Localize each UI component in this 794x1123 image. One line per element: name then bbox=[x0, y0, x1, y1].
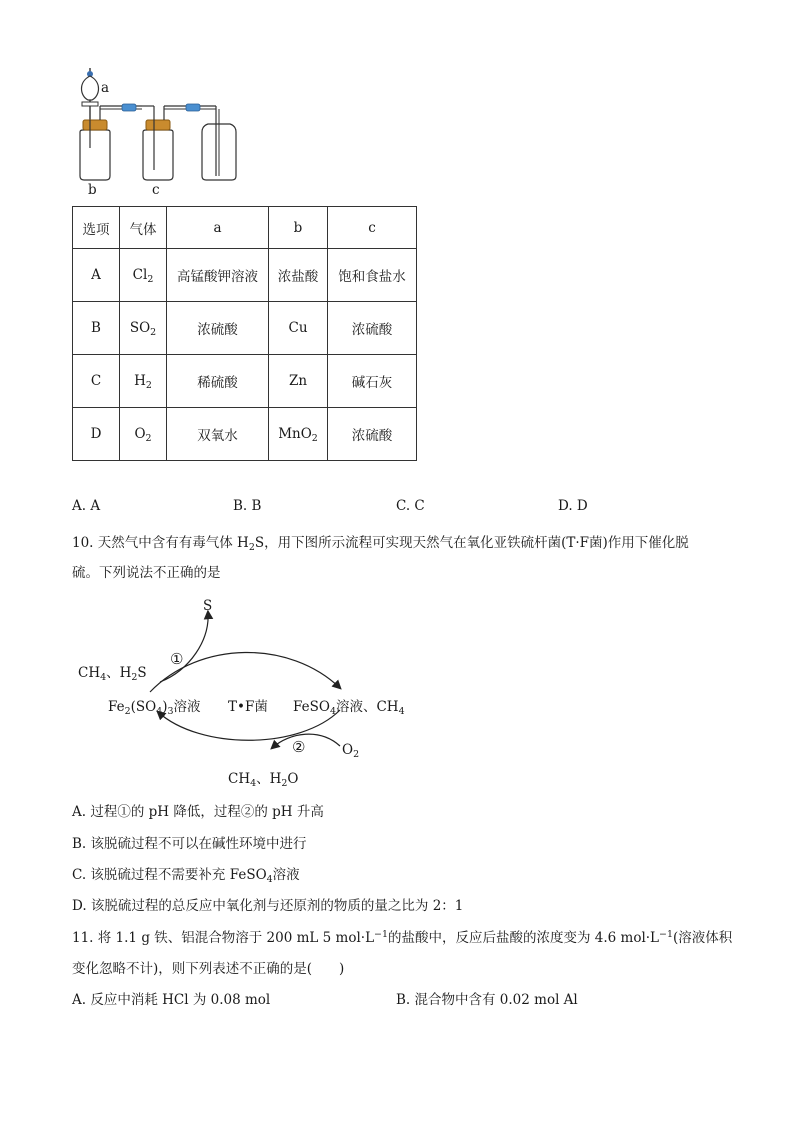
q10-stem-line1: 10. 天然气中含有有毒气体 $H_2S$，用下图所示流程可实现天然气在氧化亚铁硫杆菌(T·F菌)作用下催化脱 bbox=[72, 535, 689, 553]
desulfurization-cycle-diagram bbox=[140, 600, 380, 760]
cell-a: 双氧水 bbox=[167, 408, 269, 461]
arrow-o2-out bbox=[272, 734, 340, 748]
q10-option-d[interactable]: D. 该脱硫过程的总反应中氧化剂与还原剂的物质的量之比为 2：1 bbox=[72, 898, 464, 914]
cell-b: MnO$_2$ bbox=[269, 408, 328, 461]
q11-option-b[interactable]: B. 混合物中含有 0.02 mol Al bbox=[396, 992, 578, 1008]
cell-b: Cu bbox=[269, 302, 328, 355]
table-row bbox=[73, 249, 417, 302]
input-o2: $O_2$ bbox=[342, 742, 360, 760]
cell-a: 高锰酸钾溶液 bbox=[167, 249, 269, 302]
header-option: 选项 bbox=[73, 207, 120, 249]
header-c: c bbox=[328, 207, 417, 249]
label-b: b bbox=[88, 182, 97, 198]
rubber-connector bbox=[122, 104, 136, 111]
table-row bbox=[73, 355, 417, 408]
table-row bbox=[73, 408, 417, 461]
cell-c: 浓硫酸 bbox=[328, 408, 417, 461]
cell-b: Zn bbox=[269, 355, 328, 408]
cell-b: 浓盐酸 bbox=[269, 249, 328, 302]
input-ch4-h2s: $CH_4$、$H_2S$ bbox=[78, 665, 147, 683]
q10-option-c[interactable]: C. 该脱硫过程不需要补充 FeSO$_4$溶液 bbox=[72, 867, 300, 885]
header-a: a bbox=[167, 207, 269, 249]
q9-choice-b[interactable]: B. B bbox=[233, 498, 262, 514]
cell-gas: $H_2$ bbox=[120, 355, 167, 408]
step1-marker: ① bbox=[170, 650, 184, 668]
cell-c: 浓硫酸 bbox=[328, 302, 417, 355]
tf-bacteria: T•F菌 bbox=[228, 699, 268, 715]
fe2so43-solution: $Fe_2(SO_4)_3$溶液 bbox=[108, 699, 201, 717]
cell-a: 浓硫酸 bbox=[167, 302, 269, 355]
cell-a: 稀硫酸 bbox=[167, 355, 269, 408]
gas-generation-apparatus bbox=[70, 62, 250, 202]
cell-option: B bbox=[73, 302, 120, 355]
q11-stem-line2: 变化忽略不计)，则下列表述不正确的是( ) bbox=[72, 961, 345, 977]
q11-option-a[interactable]: A. 反应中消耗 HCl 为 0.08 mol bbox=[72, 992, 271, 1008]
cell-c: 饱和食盐水 bbox=[328, 249, 417, 302]
arrow-to-s bbox=[160, 612, 208, 682]
output-ch4-h2o: $CH_4$、$H_2O$ bbox=[228, 771, 299, 789]
cell-gas: $O_2$ bbox=[120, 408, 167, 461]
cell-c: 碱石灰 bbox=[328, 355, 417, 408]
product-s: S bbox=[203, 598, 213, 614]
label-a: a bbox=[101, 80, 110, 96]
q10-option-b[interactable]: B. 该脱硫过程不可以在碱性环境中进行 bbox=[72, 836, 307, 852]
options-table bbox=[72, 206, 417, 461]
q10-option-a[interactable]: A. 过程①的 pH 降低，过程②的 pH 升高 bbox=[72, 804, 324, 820]
cell-option: C bbox=[73, 355, 120, 408]
separatory-funnel bbox=[82, 68, 99, 120]
table-header-row bbox=[73, 207, 417, 249]
cell-option: A bbox=[73, 249, 120, 302]
q11-stem-line1: 11. 将 1.1 g 铁、铝混合物溶于 200 mL 5 $mol\cdot L^{-1}$的盐酸中，反应后盐酸的浓度变为 4.6 $mol\cdot L^{-1}$(溶液体积 bbox=[72, 929, 733, 946]
step2-marker: ② bbox=[292, 738, 306, 756]
table-row bbox=[73, 302, 417, 355]
collection-bottle bbox=[202, 106, 236, 180]
label-c: c bbox=[152, 182, 160, 198]
q9-choice-d[interactable]: D. D bbox=[558, 498, 588, 514]
q10-stem-line2: 硫。下列说法不正确的是 bbox=[72, 565, 221, 581]
cell-gas: $SO_2$ bbox=[120, 302, 167, 355]
rubber-connector bbox=[186, 104, 200, 111]
q9-choice-a[interactable]: A. A bbox=[72, 498, 101, 514]
header-gas: 气体 bbox=[120, 207, 167, 249]
cell-gas: $Cl_2$ bbox=[120, 249, 167, 302]
cell-option: D bbox=[73, 408, 120, 461]
feso4-solution-ch4: FeSO$_4$溶液、$CH_4$ bbox=[293, 699, 405, 717]
q9-choice-c[interactable]: C. C bbox=[396, 498, 425, 514]
header-b: b bbox=[269, 207, 328, 249]
